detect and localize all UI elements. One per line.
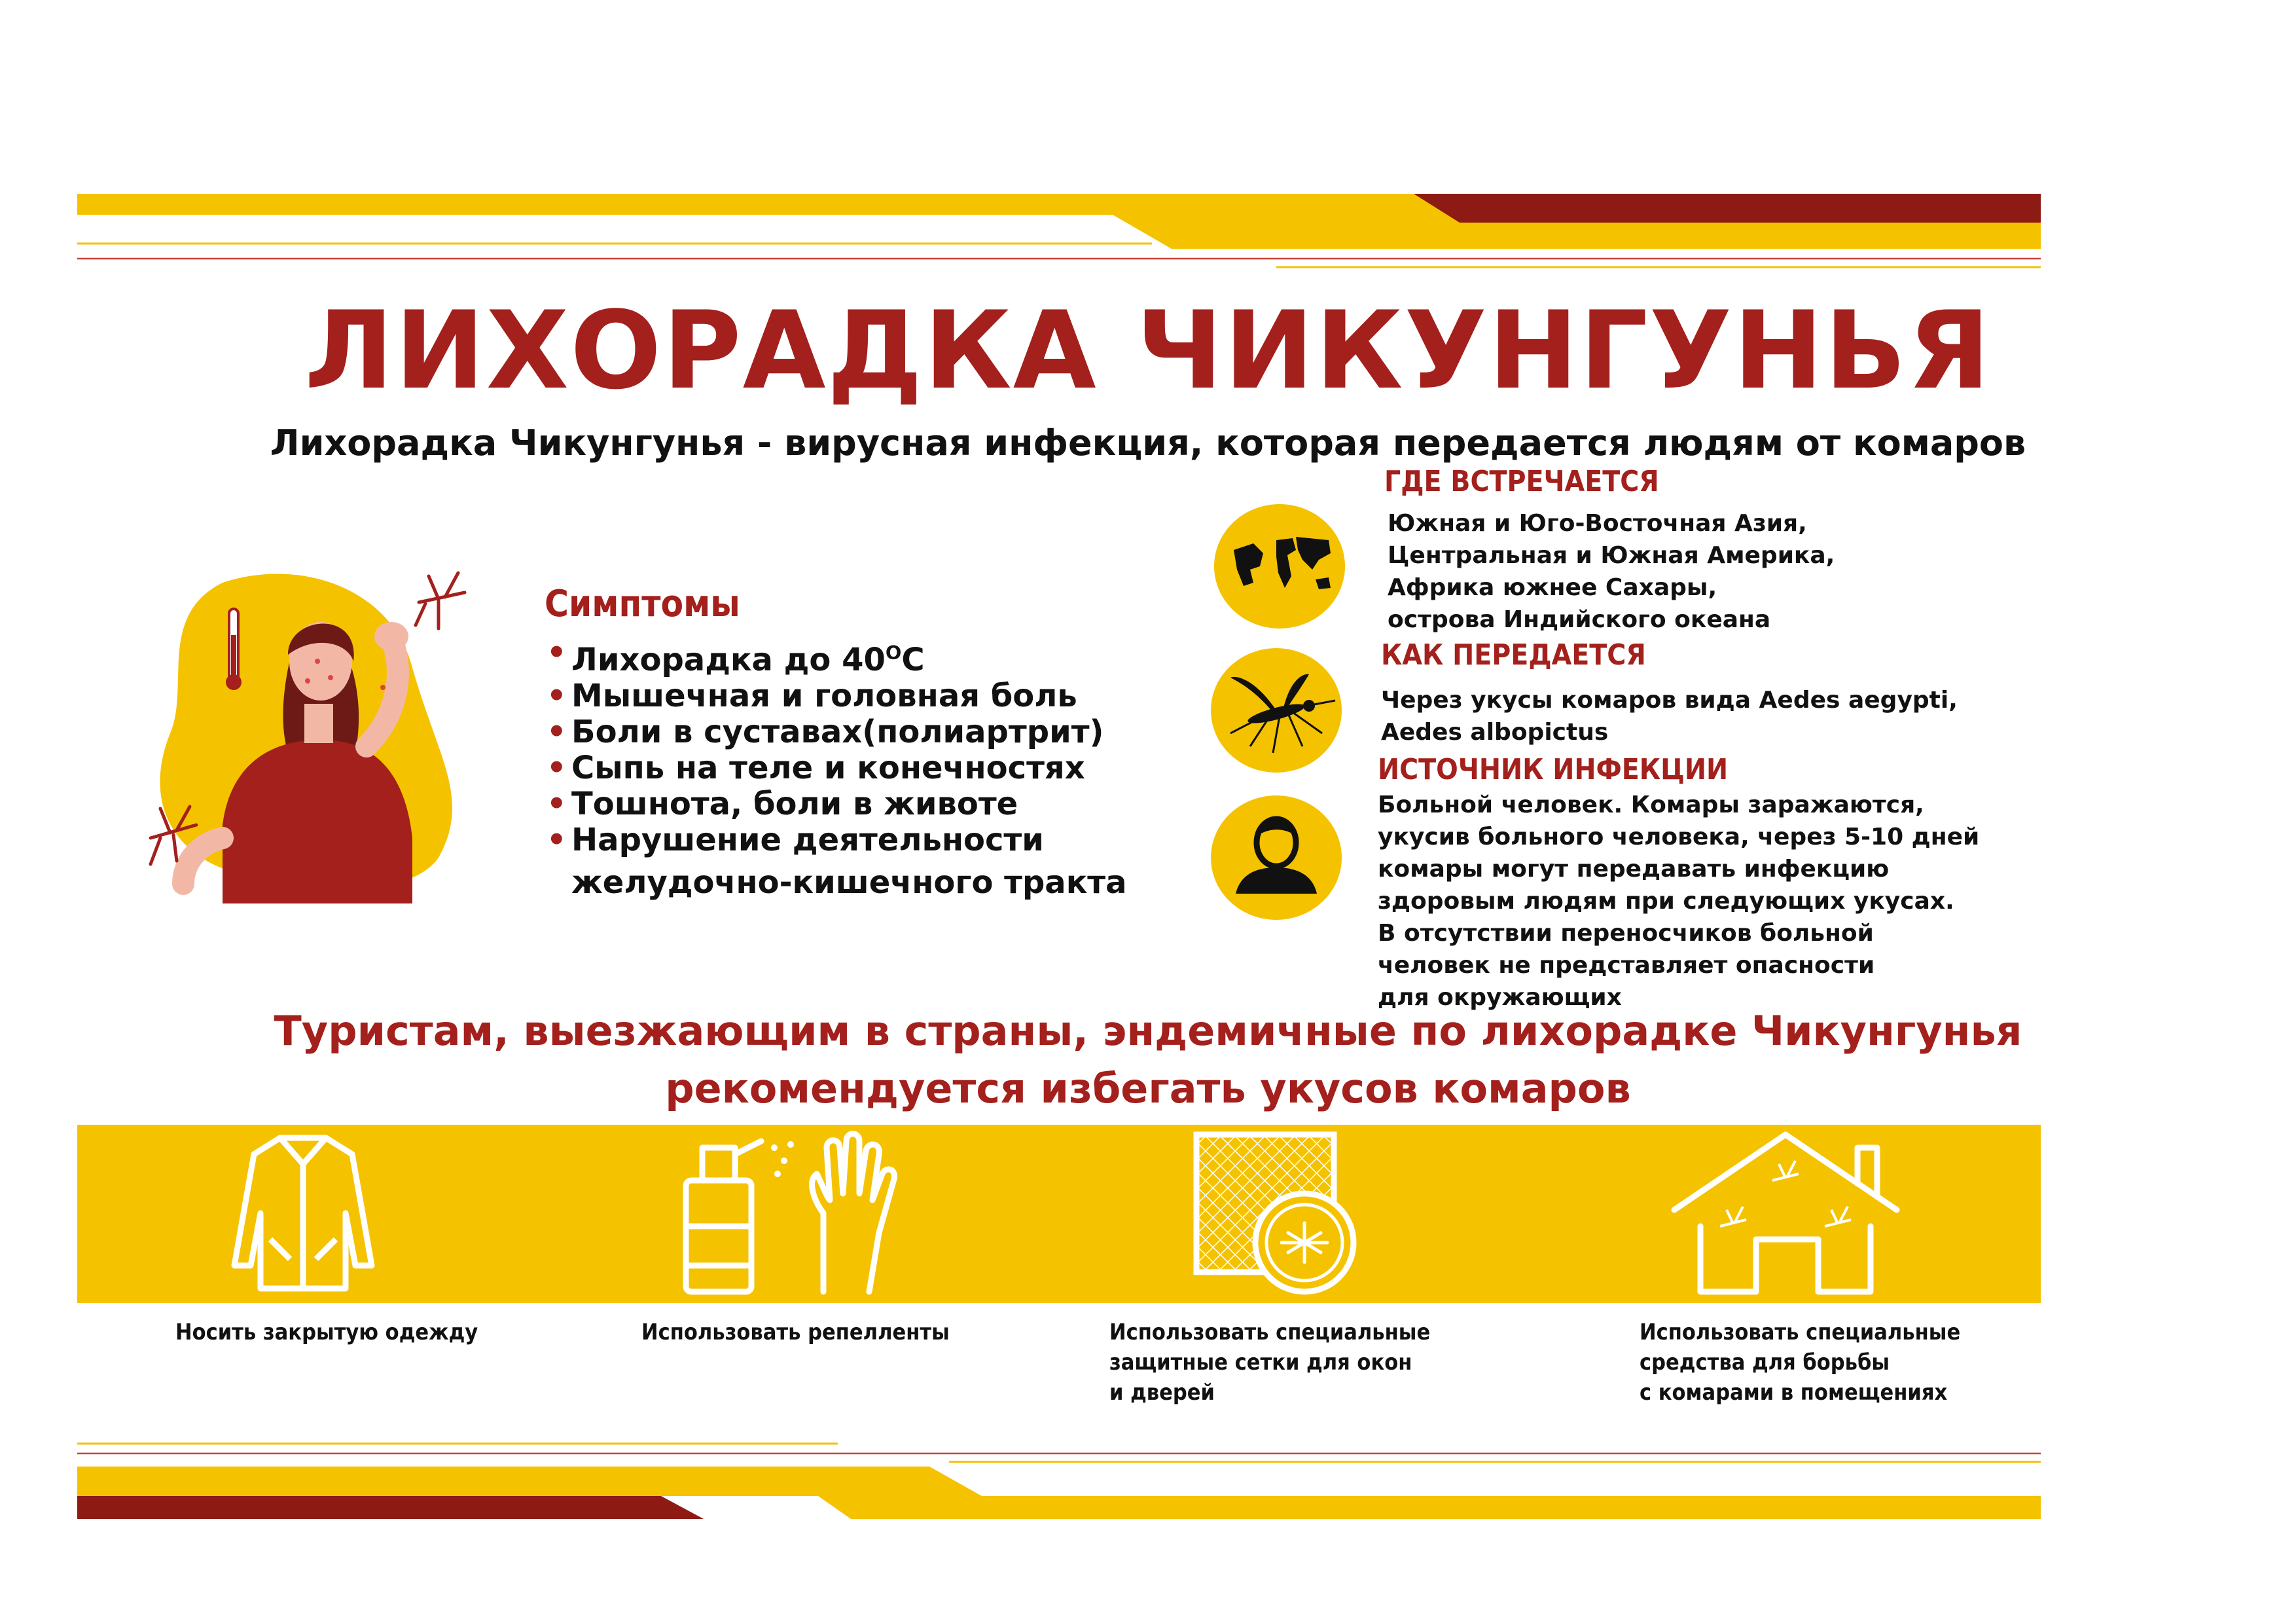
house-icon	[1661, 1128, 1910, 1298]
recommendation-caption-repellent	[641, 1317, 950, 1347]
caption-line: Использовать репелленты	[641, 1319, 950, 1345]
bottom-decor-stripes	[0, 1421, 2296, 1532]
recommendation-caption-clothing	[175, 1317, 478, 1347]
caption-line: Использовать специальные	[1109, 1319, 1431, 1345]
recommendations-band	[77, 1125, 2041, 1303]
source-line: комары могут передавать инфекцию	[1378, 856, 1890, 883]
how-line: Aedes albopictus	[1381, 719, 1609, 746]
how-text	[1381, 684, 1958, 748]
source-line: укусив больного человека, через 5-10 дней	[1378, 824, 1980, 850]
mosquito-icon	[1211, 648, 1342, 773]
symptom-item	[547, 786, 1126, 822]
degree-symbol: O	[885, 642, 902, 664]
where-line: острова Индийского океана	[1388, 606, 1771, 633]
world-map-icon	[1214, 504, 1345, 629]
symptom-item	[547, 678, 1126, 714]
tourists-heading-line-2: рекомендуется избегать укусов комаров	[665, 1065, 1631, 1112]
symptom-text: Сыпь на теле и конечностях	[571, 750, 1085, 786]
symptom-item	[547, 714, 1126, 750]
source-title: ИСТОЧНИК ИНФЕКЦИИ	[1378, 753, 1729, 786]
window-net-icon	[1183, 1128, 1367, 1298]
source-line: В отсутствии переносчиков больной	[1378, 920, 1874, 947]
symptoms-list	[547, 635, 1126, 901]
where-text	[1388, 507, 1835, 636]
tourists-heading-line-1: Туристам, выезжающим в страны, эндемичные по лихорадке Чикунгунья	[274, 1007, 2022, 1055]
symptom-text: желудочно-кишечного тракта	[571, 864, 1127, 901]
how-line: Через укусы комаров вида Aedes aegypti,	[1381, 687, 1958, 714]
where-line: Южная и Юго-Восточная Азия,	[1388, 510, 1807, 537]
where-line: Центральная и Южная Америка,	[1388, 542, 1835, 569]
symptom-text: Лихорадка до 40	[571, 642, 886, 678]
symptom-text: Боли в суставах(полиартрит)	[571, 714, 1104, 750]
symptom-item-continuation	[547, 865, 1126, 901]
page-subtitle: Лихорадка Чикунгунья - вирусная инфекция, которая передается людям от комаров	[270, 422, 2026, 464]
where-line: Африка южнее Сахары,	[1388, 574, 1717, 601]
caption-line: Носить закрытую одежду	[175, 1319, 478, 1345]
caption-line: защитные сетки для окон	[1109, 1349, 1412, 1376]
caption-line: с комарами в помещениях	[1640, 1379, 1948, 1406]
caption-line: и дверей	[1109, 1379, 1215, 1406]
symptom-text: Тошнота, боли в животе	[571, 786, 1018, 822]
jacket-icon	[215, 1128, 391, 1298]
symptom-item	[547, 750, 1126, 786]
source-line: здоровым людям при следующих укусах.	[1378, 888, 1954, 915]
source-line: для окружающих	[1378, 984, 1622, 1011]
person-icon	[1211, 795, 1342, 920]
source-line: человек не представляет опасности	[1378, 952, 1875, 979]
degree-unit: C	[901, 642, 925, 678]
source-line: Больной человек. Комары заражаются,	[1378, 792, 1924, 818]
symptom-text: Нарушение деятельности	[571, 822, 1044, 858]
sick-woman-illustration	[131, 563, 497, 903]
recommendation-caption-indoor	[1640, 1317, 1960, 1408]
how-title: КАК ПЕРЕДАЕТСЯ	[1381, 638, 1646, 672]
repellent-icon	[660, 1128, 922, 1298]
top-decor-stripes	[0, 0, 2296, 275]
symptom-text: Мышечная и головная боль	[571, 678, 1077, 714]
page-title: ЛИХОРАДКА ЧИКУНГУНЬЯ	[304, 288, 1992, 413]
source-text	[1378, 789, 1979, 1013]
recommendation-caption-nets	[1109, 1317, 1430, 1408]
where-title: ГДЕ ВСТРЕЧАЕТСЯ	[1384, 465, 1659, 498]
symptom-item	[547, 635, 1126, 678]
caption-line: Использовать специальные	[1640, 1319, 1961, 1345]
symptom-item	[547, 822, 1126, 858]
caption-line: средства для борьбы	[1640, 1349, 1890, 1376]
symptoms-title: Симптомы	[545, 583, 740, 625]
